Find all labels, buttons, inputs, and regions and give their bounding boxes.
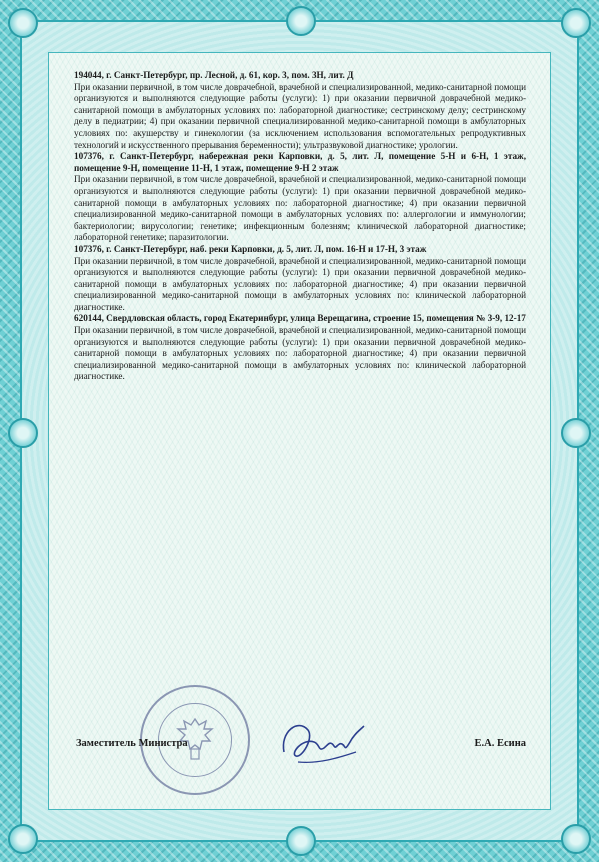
- address-4: 620144, Свердловская область, город Екатеринбург, улица Верещагина, строение 15, помещения № 3-9, 12-17: [74, 313, 526, 324]
- bottom-rosette-icon: [286, 826, 316, 856]
- corner-rosette-icon: [561, 8, 591, 38]
- corner-rosette-icon: [8, 824, 38, 854]
- corner-rosette-icon: [8, 8, 38, 38]
- address-1: 194044, г. Санкт-Петербург, пр. Лесной, д. 61, кор. 3, пом. 3Н, лит. Д: [74, 70, 354, 80]
- services-2: При оказании первичной, в том числе доврачебной, врачебной и специализированной, медико-санитарной помощи организуются и выполняются следующие работы (услуги): 1) при оказании первичной доврачебной медико-санитарной помощи в амбулаторных условиях по: лабораторной диагностике; 4) при оказании первичной специализированной медико-санитарной помощи в амбулаторных условиях по: аллергологии и иммунологии; бактериологии; вирусологии; генетике; инфекционным болезням; клинической лабораторной диагностике; лабораторной генетике; паразитологии.: [74, 174, 526, 243]
- services-1: При оказании первичной, в том числе доврачебной, врачебной и специализированной, медико-санитарной помощи организуются и выполняются следующие работы (услуги): 1) при оказании первичной доврачебной медико-санитарной помощи в амбулаторных условиях по: лабораторной диагностике; сестринскому делу; сестринскому делу в педиатрии; 4) при оказании первичной специализированной медико-санитарной помощи в амбулаторных условиях по: акушерству и гинекологии (за исключением использования вспомогательных репродуктивных технологий и искусственного прерывания беременности); ультразвуковой диагностике; урологии.: [74, 81, 526, 150]
- signatory-name: Е.А. Есина: [474, 738, 526, 749]
- top-rosette-icon: [286, 6, 316, 36]
- services-4: При оказании первичной, в том числе доврачебной, врачебной и специализированной, медико-санитарной помощи организуются и выполняются следующие работы (услуги): 1) при оказании первичной доврачебной медико-санитарной помощи в амбулаторных условиях по: лабораторной диагностике; 4) при оказании первичной специализированной медико-санитарной помощи в амбулаторных условиях по: клинической лабораторной диагностике.: [74, 325, 526, 382]
- side-rosette-icon: [8, 418, 38, 448]
- handwritten-signature-icon: [278, 712, 368, 772]
- signatory-title: Заместитель Министра: [76, 738, 188, 749]
- side-rosette-icon: [561, 418, 591, 448]
- services-3: При оказании первичной, в том числе доврачебной, врачебной и специализированной, медико-санитарной помощи организуются и выполняются следующие работы (услуги): 1) при оказании первичной доврачебной медико-санитарной помощи в амбулаторных условиях по: лабораторной диагностике; 4) при оказании первичной специализированной медико-санитарной помощи в амбулаторных условиях по: клинической лабораторной диагностике.: [74, 255, 526, 312]
- corner-rosette-icon: [561, 824, 591, 854]
- address-2: 107376, г. Санкт-Петербург, набережная реки Карповки, д. 5, лит. Л, помещение 5-Н и 6-Н, 1 этаж, помещение 9-Н, помещение 11-Н, 1 этаж, помещение 9-Н 2 этаж: [74, 151, 526, 173]
- address-3: 107376, г. Санкт-Петербург, наб. реки Карповки, д. 5, лит. Л, пом. 16-Н и 17-Н, 3 этаж: [74, 243, 427, 254]
- license-appendix-text: [74, 70, 526, 383]
